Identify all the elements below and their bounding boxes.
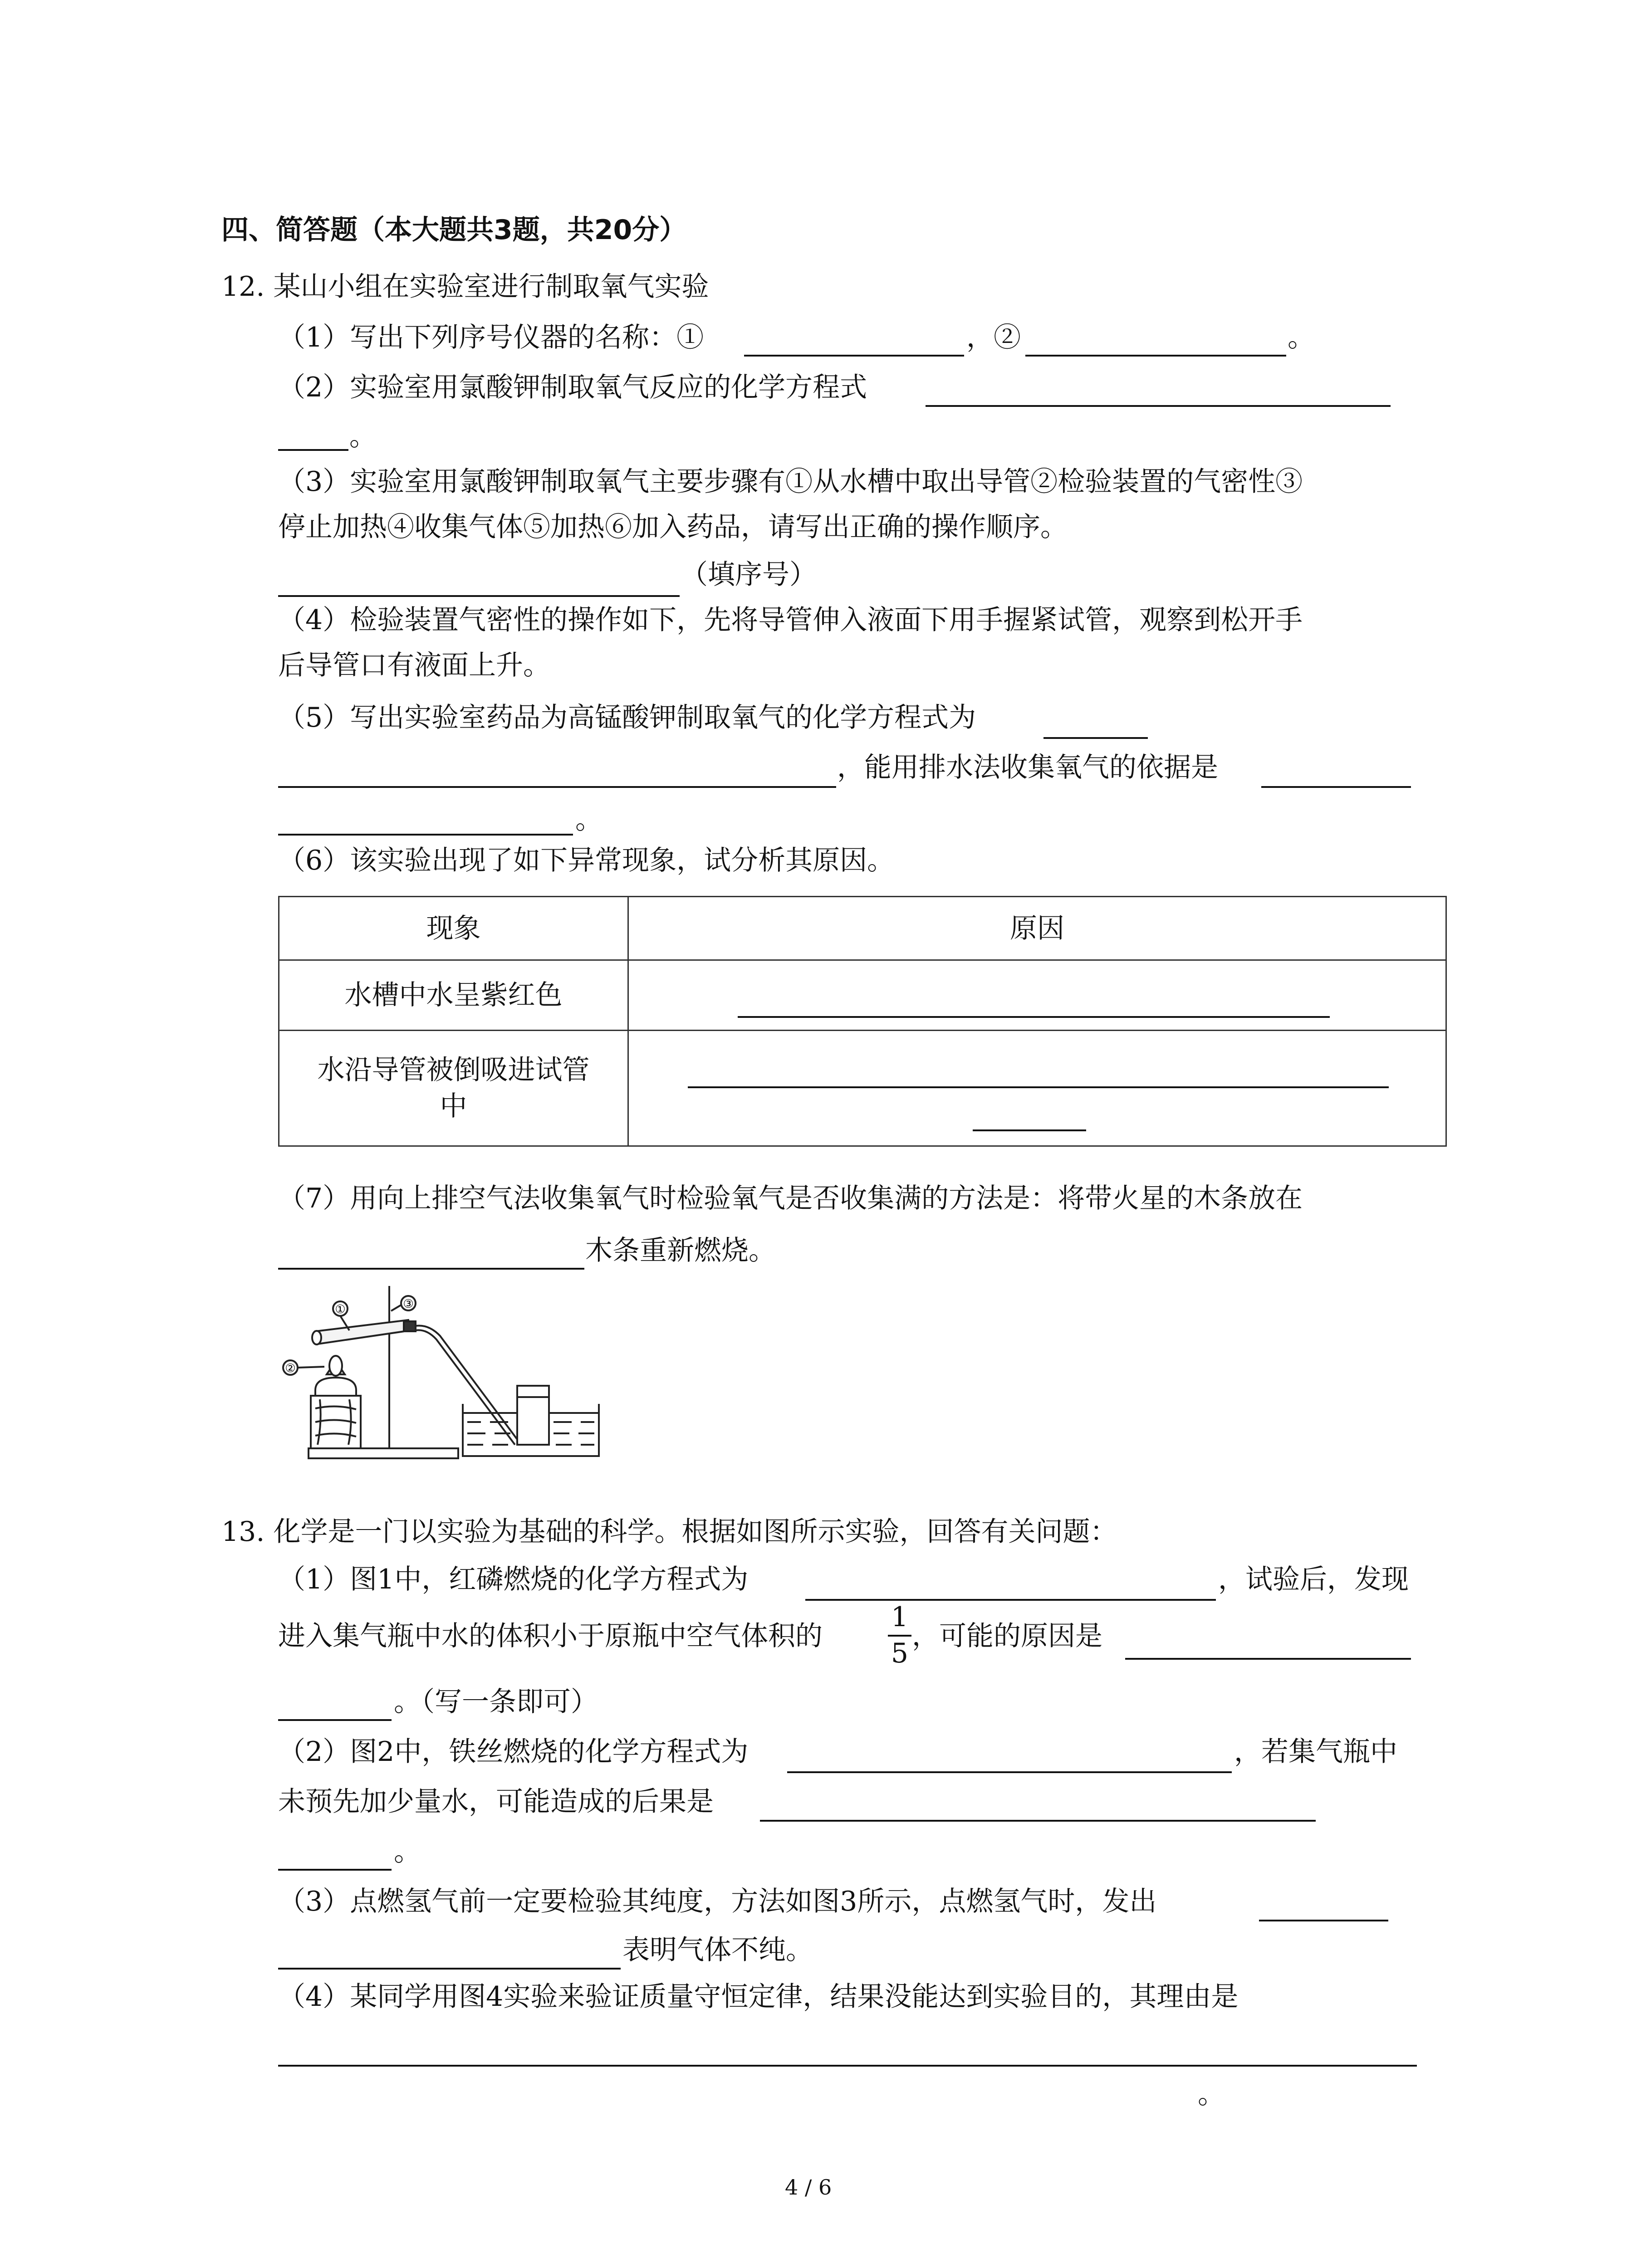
q12-part7-blank[interactable]	[278, 1268, 584, 1270]
figure-label-3: ③	[403, 1297, 414, 1311]
figure-label-2: ②	[285, 1362, 296, 1375]
figure-label-1: ①	[335, 1303, 346, 1316]
q13-part4-end: 。	[1198, 2078, 1225, 2110]
oxygen-apparatus-figure	[272, 1277, 617, 1467]
q13-part1-mid: ，试验后，发现	[1218, 1564, 1409, 1595]
fraction-bar	[888, 1635, 911, 1637]
table-row-1-phenomenon: 水槽中水呈紫红色	[279, 960, 628, 1031]
q12-part5-blank-4[interactable]	[278, 834, 573, 836]
q12-part3-tail: （填序号）	[681, 559, 817, 591]
q13-part3-blank-2[interactable]	[278, 1968, 621, 1970]
table-row-1-reason	[628, 960, 1446, 1031]
q12-part5-line1: （5）写出实验室药品为高锰酸钾制取氧气的化学方程式为	[278, 702, 976, 733]
q13-part3-prompt: （3）点燃氢气前一定要检验其纯度，方法如图3所示，点燃氢气时，发出	[278, 1886, 1157, 1917]
q13-part4-prompt: （4）某同学用图4实验来验证质量守恒定律，结果没能达到实验目的，其理由是	[278, 1981, 1239, 2013]
q12-part4-line2: 后导管口有液面上升。	[278, 650, 550, 681]
table-row-2-blank-1[interactable]	[688, 1086, 1389, 1088]
q13-part2-end: 。	[394, 1836, 421, 1867]
q12-part1-separator: ，②	[966, 322, 1021, 353]
q12-part7-tail: 木条重新燃烧。	[585, 1235, 776, 1266]
q13-part2-blank-2[interactable]	[760, 1820, 1316, 1822]
section-heading: 四、简答题（本大题共3题，共20分）	[221, 214, 687, 246]
q12-part5-blank-3[interactable]	[1261, 786, 1411, 788]
page-number: 4 / 6	[785, 2175, 832, 2200]
table-row-2-reason	[628, 1031, 1446, 1146]
q12-part2-blank-1[interactable]	[926, 405, 1391, 407]
table-row-2-phenomenon-line1: 水沿导管被倒吸进试管	[317, 1054, 590, 1086]
q13-part1-line3: 。（写一条即可）	[394, 1686, 598, 1718]
table-row-2-phenomenon	[279, 1031, 628, 1146]
q12-part5-mid: ，能用排水法收集氧气的依据是	[837, 752, 1218, 783]
q13-part1-blank-2[interactable]	[1125, 1658, 1411, 1660]
q13-part1-blank-3[interactable]	[278, 1719, 392, 1721]
q12-part2-blank-2[interactable]	[278, 449, 348, 451]
question-13-stem: 13. 化学是一门以实验为基础的科学。根据如图所示实验，回答有关问题：	[221, 1516, 1117, 1548]
table-row-2-blank-2[interactable]	[973, 1129, 1086, 1131]
q12-part3-blank[interactable]	[278, 595, 680, 597]
q12-part4-line1: （4）检验装置气密性的操作如下，先将导管伸入液面下用手握紧试管，观察到松开手	[278, 604, 1303, 636]
q12-part5-blank-1[interactable]	[1043, 737, 1148, 739]
q13-part1-line2b: ，可能的原因是	[912, 1620, 1102, 1652]
q13-part2-mid: ，若集气瓶中	[1234, 1736, 1397, 1768]
q12-part7-line1: （7）用向上排空气法收集氧气时检验氧气是否收集满的方法是：将带火星的木条放在	[278, 1183, 1303, 1214]
phenomenon-table	[278, 896, 1447, 1147]
q13-part1-line2: 进入集气瓶中水的体积小于原瓶中空气体积的	[278, 1620, 823, 1652]
q13-part2-line2: 未预先加少量水，可能造成的后果是	[278, 1786, 714, 1818]
fraction-denominator: 5	[891, 1637, 909, 1669]
q12-part5-end: 。	[575, 804, 603, 836]
q12-part1-blank-1[interactable]	[744, 355, 964, 357]
q12-part5-blank-2[interactable]	[278, 786, 836, 788]
table-header-reason: 原因	[628, 897, 1446, 960]
q12-part6-prompt: （6）该实验出现了如下异常现象，试分析其原因。	[278, 845, 895, 876]
question-12-stem: 12. 某山小组在实验室进行制取氧气实验	[221, 271, 709, 303]
q12-part3-line2: 停止加热④收集气体⑤加热⑥加入药品，请写出正确的操作顺序。	[278, 511, 1068, 543]
q12-part1-prompt: （1）写出下列序号仪器的名称：①	[278, 322, 704, 353]
table-row-2-phenomenon-line2: 中	[440, 1090, 467, 1122]
q12-part1-blank-2[interactable]	[1025, 355, 1286, 357]
q12-part1-end: 。	[1288, 322, 1315, 353]
q13-part2-blank-1[interactable]	[787, 1771, 1232, 1773]
q12-part2-prompt: （2）实验室用氯酸钾制取氧气反应的化学方程式	[278, 371, 867, 403]
table-row-1-blank[interactable]	[738, 1016, 1330, 1018]
q13-part2-blank-3[interactable]	[278, 1869, 392, 1871]
fraction-numerator: 1	[891, 1601, 909, 1633]
q13-part2-prompt: （2）图2中，铁丝燃烧的化学方程式为	[278, 1736, 749, 1768]
q12-part2-end: 。	[349, 420, 377, 452]
q12-part3-line1: （3）实验室用氯酸钾制取氧气主要步骤有①从水槽中取出导管②检验装置的气密性③	[278, 466, 1303, 498]
q13-part1-prompt: （1）图1中，红磷燃烧的化学方程式为	[278, 1564, 749, 1595]
q13-part3-blank-1[interactable]	[1259, 1920, 1388, 1921]
q13-part4-blank[interactable]	[278, 2065, 1417, 2067]
q13-part1-blank-1[interactable]	[805, 1599, 1216, 1601]
table-header-phenomenon: 现象	[279, 897, 628, 960]
q13-part3-tail: 表明气体不纯。	[622, 1934, 813, 1966]
